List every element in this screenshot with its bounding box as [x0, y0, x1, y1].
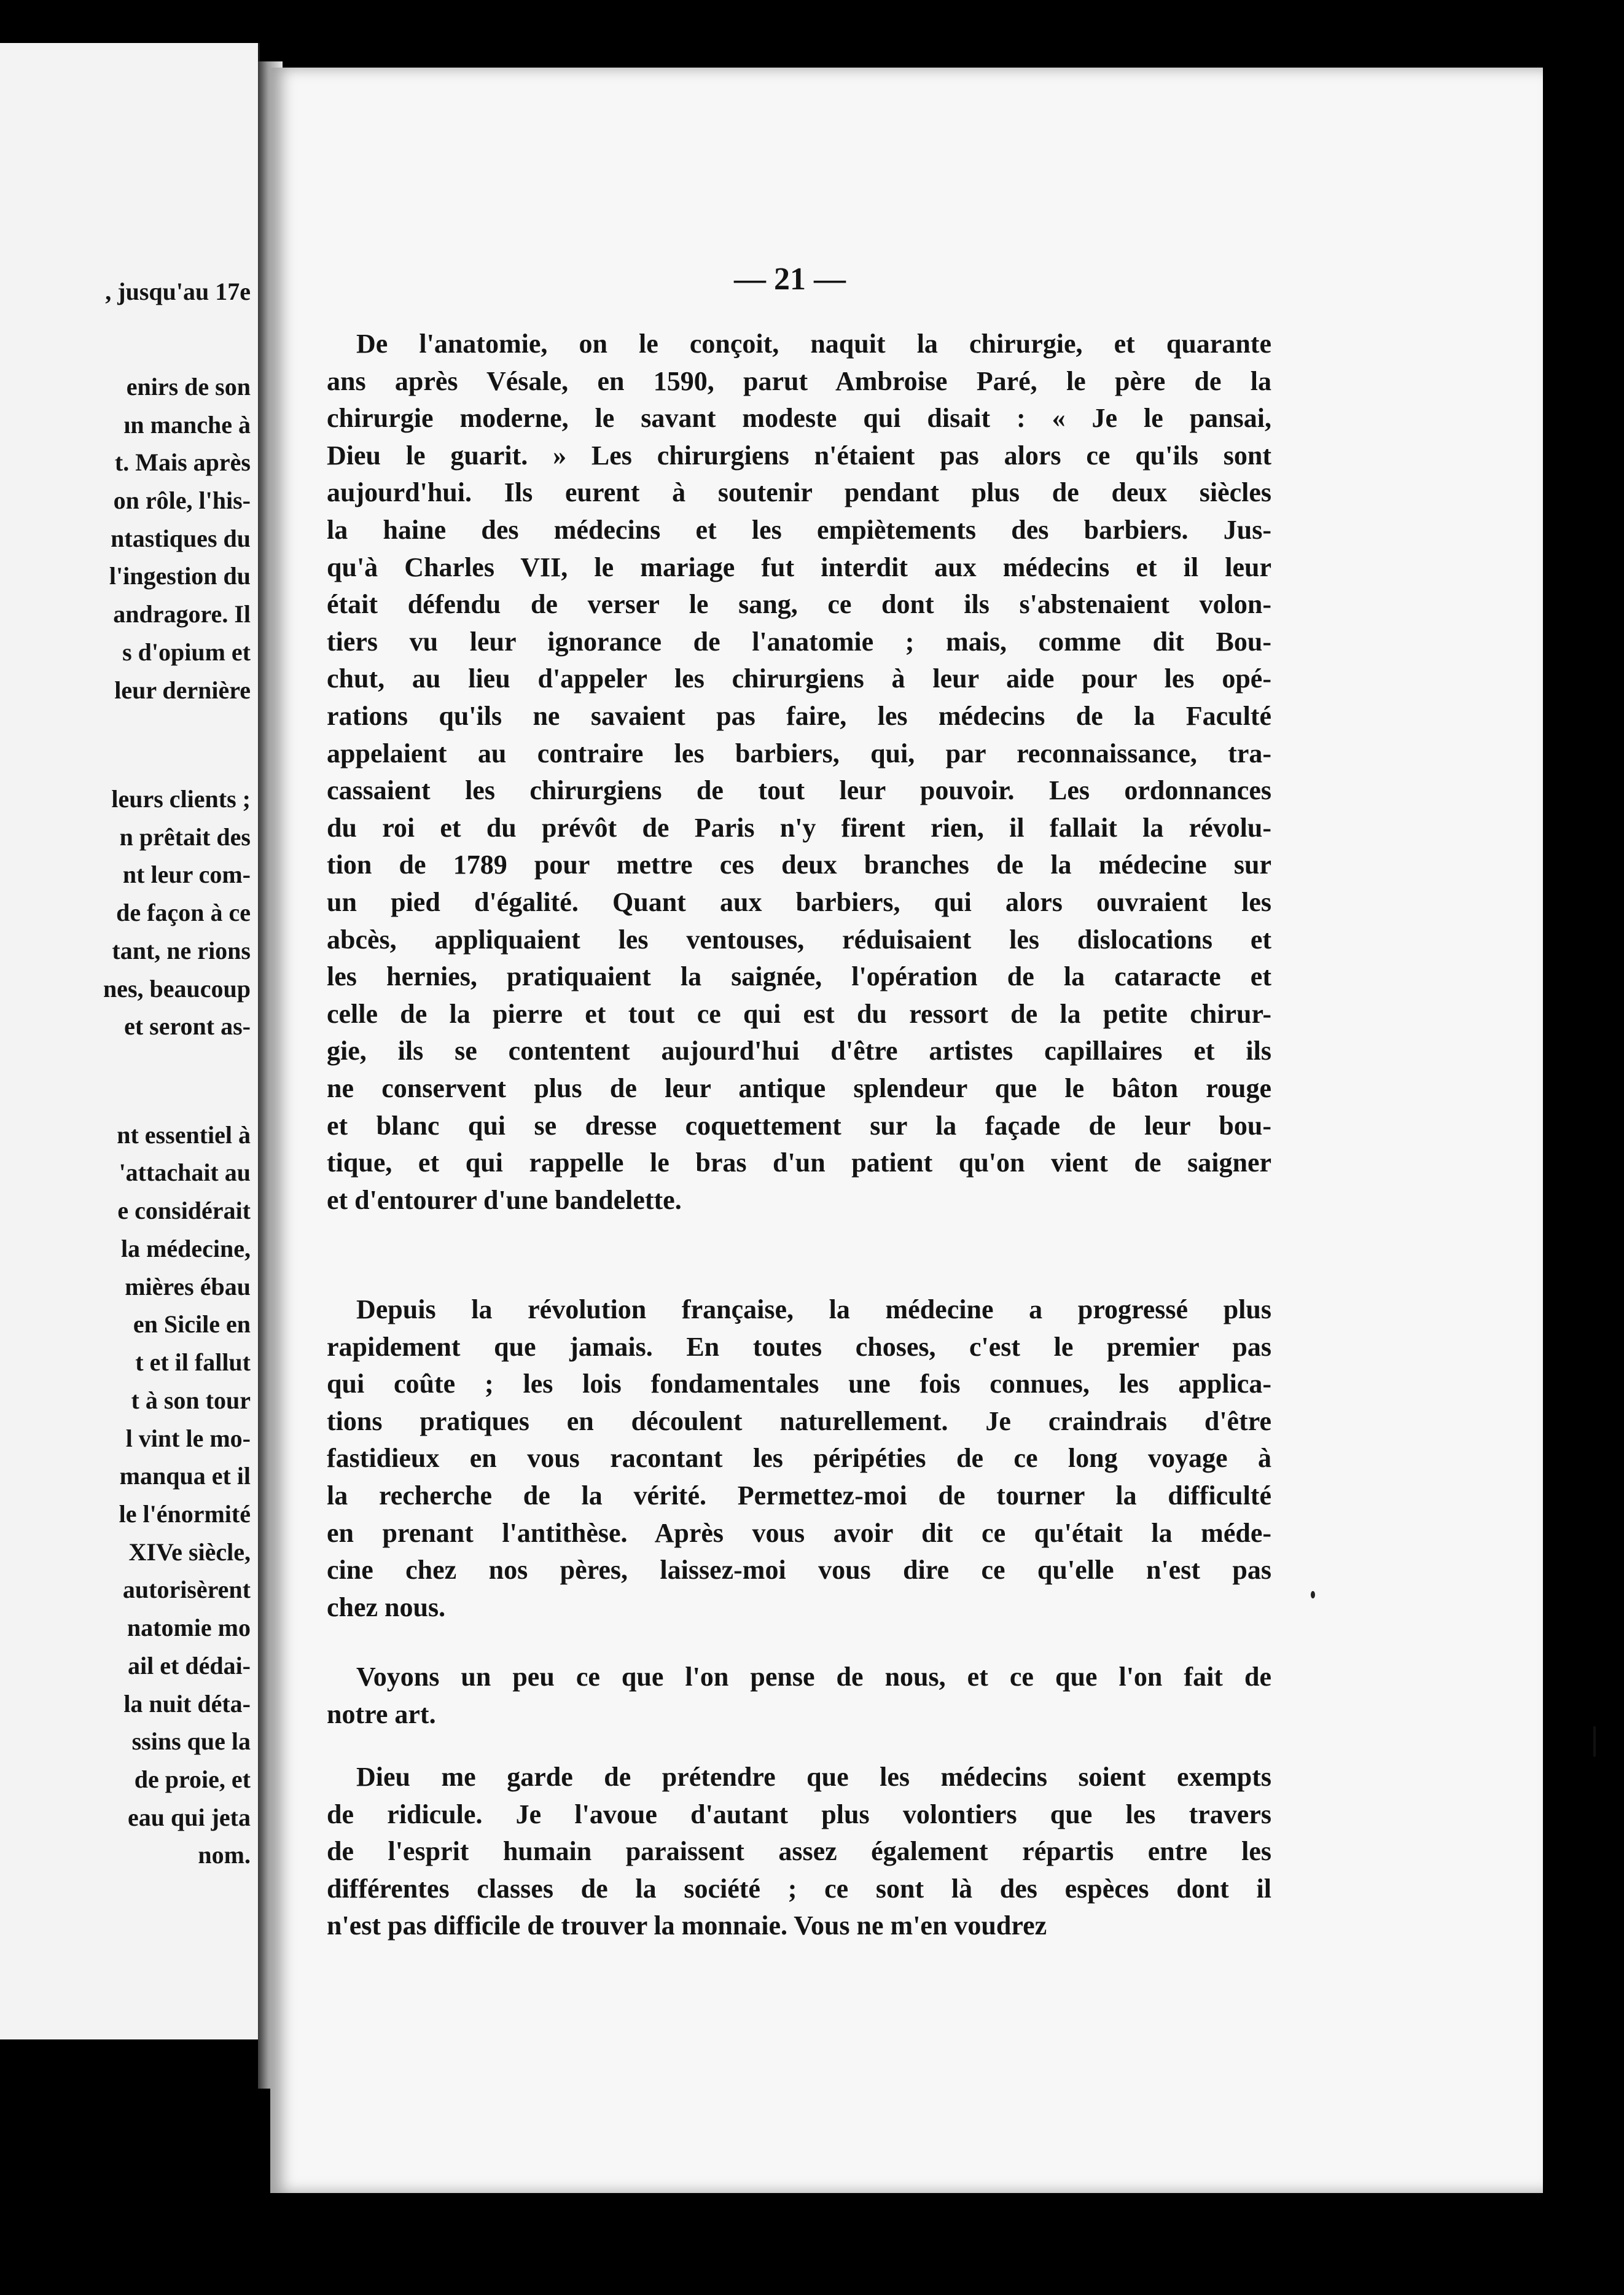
left-page-line: , jusqu'au 17e — [105, 278, 251, 305]
left-page-line: andragore. Il — [113, 600, 251, 628]
paragraph-1-line: et d'entourer d'une bandelette. — [327, 1185, 682, 1215]
paragraph-2-line: la recherche de la vérité. Permettez-moi de tourner la difficulté — [327, 1480, 1271, 1511]
left-page — [0, 43, 260, 2039]
paragraph-1-line: était défendu de verser le sang, ce dont ils s'abstenaient volon- — [327, 589, 1271, 619]
left-page-line: s d'opium et — [122, 638, 251, 666]
left-page-line: la nuit déta- — [123, 1690, 251, 1718]
left-page-line: l'ingestion du — [109, 562, 251, 590]
left-page-line: nom. — [198, 1841, 251, 1869]
paragraph-1-line: cassaient les chirurgiens de tout leur pouvoir. Les ordonnances — [327, 775, 1271, 805]
paragraph-1-line: tion de 1789 pour mettre ces deux branches de la médecine sur — [327, 850, 1271, 880]
left-page-line: de proie, et — [134, 1765, 251, 1793]
paragraph-2-line: rapidement que jamais. En toutes choses, c'est le premier pas — [327, 1332, 1271, 1362]
left-page-line: t et il fallut — [135, 1348, 251, 1376]
page-number: — 21 — — [734, 262, 846, 297]
paragraph-4-line: Dieu me garde de prétendre que les médecins soient exempts — [356, 1762, 1271, 1792]
paragraph-1-line: qu'à Charles VII, le mariage fut interdit aux médecins et il leur — [327, 552, 1271, 582]
left-page-line: n prêtait des — [119, 823, 251, 851]
left-page-line: enirs de son — [126, 373, 251, 401]
left-page-line: 'attachait au — [119, 1159, 251, 1186]
paragraph-1-line: ans après Vésale, en 1590, parut Ambroise Paré, le père de la — [327, 366, 1271, 396]
paragraph-1-line: celle de la pierre et tout ce qui est du ressort de la petite chirur- — [327, 999, 1271, 1029]
left-page-line: ntastiques du — [111, 525, 251, 552]
paragraph-1-line: ne conservent plus de leur antique splendeur que le bâton rouge — [327, 1073, 1271, 1103]
paragraph-2-line: cine chez nos pères, laissez-moi vous dire ce qu'elle n'est pas — [327, 1555, 1271, 1585]
paragraph-2-line: fastidieux en vous racontant les péripéties de ce long voyage à — [327, 1443, 1271, 1473]
left-page-line: on rôle, l'his- — [113, 487, 251, 514]
paragraph-4-line: de l'esprit humain paraissent assez également répartis entre les — [327, 1836, 1271, 1866]
left-page-line: eau qui jeta — [128, 1804, 251, 1831]
paragraph-2-line: qui coûte ; les lois fondamentales une fois connues, les applica- — [327, 1369, 1271, 1399]
paragraph-1-line: appelaient au contraire les barbiers, qui, par reconnaissance, tra- — [327, 738, 1271, 768]
paragraph-1-line: gie, ils se contentent aujourd'hui d'être artistes capillaires et ils — [327, 1036, 1271, 1066]
ink-speck — [1311, 1591, 1315, 1598]
paragraph-1-line: rations qu'ils ne savaient pas faire, les médecins de la Faculté — [327, 701, 1271, 731]
left-page-line: t. Mais après — [114, 448, 251, 476]
paragraph-1-line: chut, au lieu d'appeler les chirurgiens à leur aide pour les opé- — [327, 663, 1271, 694]
left-page-line: natomie mo — [127, 1614, 251, 1641]
paragraph-2-line: Depuis la révolution française, la médecine a progressé plus — [356, 1294, 1271, 1324]
paragraph-2-line: tions pratiques en découlent naturellement. Je craindrais d'être — [327, 1406, 1271, 1436]
left-page-line: tant, ne rions — [112, 937, 251, 964]
left-page-line: ail et dédai- — [128, 1652, 251, 1679]
left-page-line: l vint le mo- — [125, 1425, 251, 1452]
paragraph-1-line: et blanc qui se dresse coquettement sur la façade de leur bou- — [327, 1111, 1271, 1141]
paragraph-2-line: en prenant l'antithèse. Après vous avoir dit ce qu'était la méde- — [327, 1518, 1271, 1548]
left-page-line: manqua et il — [119, 1462, 251, 1490]
paragraph-4-line: différentes classes de la société ; ce sont là des espèces dont il — [327, 1874, 1271, 1904]
left-page-line: en Sicile en — [133, 1310, 251, 1338]
paragraph-1-line: tique, et qui rappelle le bras d'un patient qu'on vient de saigner — [327, 1148, 1271, 1178]
paragraph-1-line: chirurgie moderne, le savant modeste qui disait : « Je le pansai, — [327, 403, 1271, 433]
paragraph-1-line: De l'anatomie, on le conçoit, naquit la chirurgie, et quarante — [356, 329, 1271, 359]
left-page-line: ssins que la — [131, 1727, 251, 1755]
left-page-line: autorisèrent — [122, 1576, 251, 1603]
left-page-line: nt essentiel à — [117, 1121, 251, 1149]
paragraph-4-line: n'est pas difficile de trouver la monnaie. Vous ne m'en voudrez — [327, 1910, 1047, 1941]
paragraph-1-line: tiers vu leur ignorance de l'anatomie ; mais, comme dit Bou- — [327, 627, 1271, 657]
left-page-line: e considérait — [117, 1197, 251, 1224]
left-page-line: de façon à ce — [116, 899, 251, 926]
left-page-line: le l'énormité — [119, 1500, 251, 1528]
paragraph-3-line: Voyons un peu ce que l'on pense de nous, et ce que l'on fait de — [356, 1662, 1271, 1692]
paragraph-1-line: du roi et du prévôt de Paris n'y firent rien, il fallait la révolu- — [327, 813, 1271, 843]
left-page-line: nt leur com- — [122, 861, 251, 888]
left-page-line: t à son tour — [131, 1386, 251, 1414]
paragraph-1-line: un pied d'égalité. Quant aux barbiers, qui alors ouvraient les — [327, 887, 1271, 917]
left-page-line: ın manche à — [123, 411, 251, 439]
left-page-line: mières ébau — [125, 1273, 251, 1300]
left-page-line: leurs clients ; — [111, 785, 251, 813]
paragraph-1-line: les hernies, pratiquaient la saignée, l'opération de la cataracte et — [327, 961, 1271, 991]
paragraph-1-line: Dieu le guarit. » Les chirurgiens n'étaient pas alors ce qu'ils sont — [327, 440, 1271, 471]
paragraph-3-line: notre art. — [327, 1699, 436, 1729]
left-page-line: et seront as- — [124, 1012, 251, 1040]
paragraph-4-line: de ridicule. Je l'avoue d'autant plus volontiers que les travers — [327, 1799, 1271, 1829]
left-page-line: la médecine, — [120, 1235, 251, 1262]
paragraph-1-line: aujourd'hui. Ils eurent à soutenir pendant plus de deux siècles — [327, 477, 1271, 507]
paragraph-1-line: abcès, appliquaient les ventouses, réduisaient les dislocations et — [327, 925, 1271, 955]
paragraph-2-line: chez nous. — [327, 1592, 446, 1622]
left-page-line: XIVe siècle, — [128, 1538, 251, 1566]
ink-speck — [1593, 1726, 1596, 1757]
left-page-line: nes, beaucoup — [103, 975, 251, 1003]
paragraph-1-line: la haine des médecins et les empiètements des barbiers. Jus- — [327, 515, 1271, 545]
left-page-line: leur dernière — [114, 676, 251, 704]
